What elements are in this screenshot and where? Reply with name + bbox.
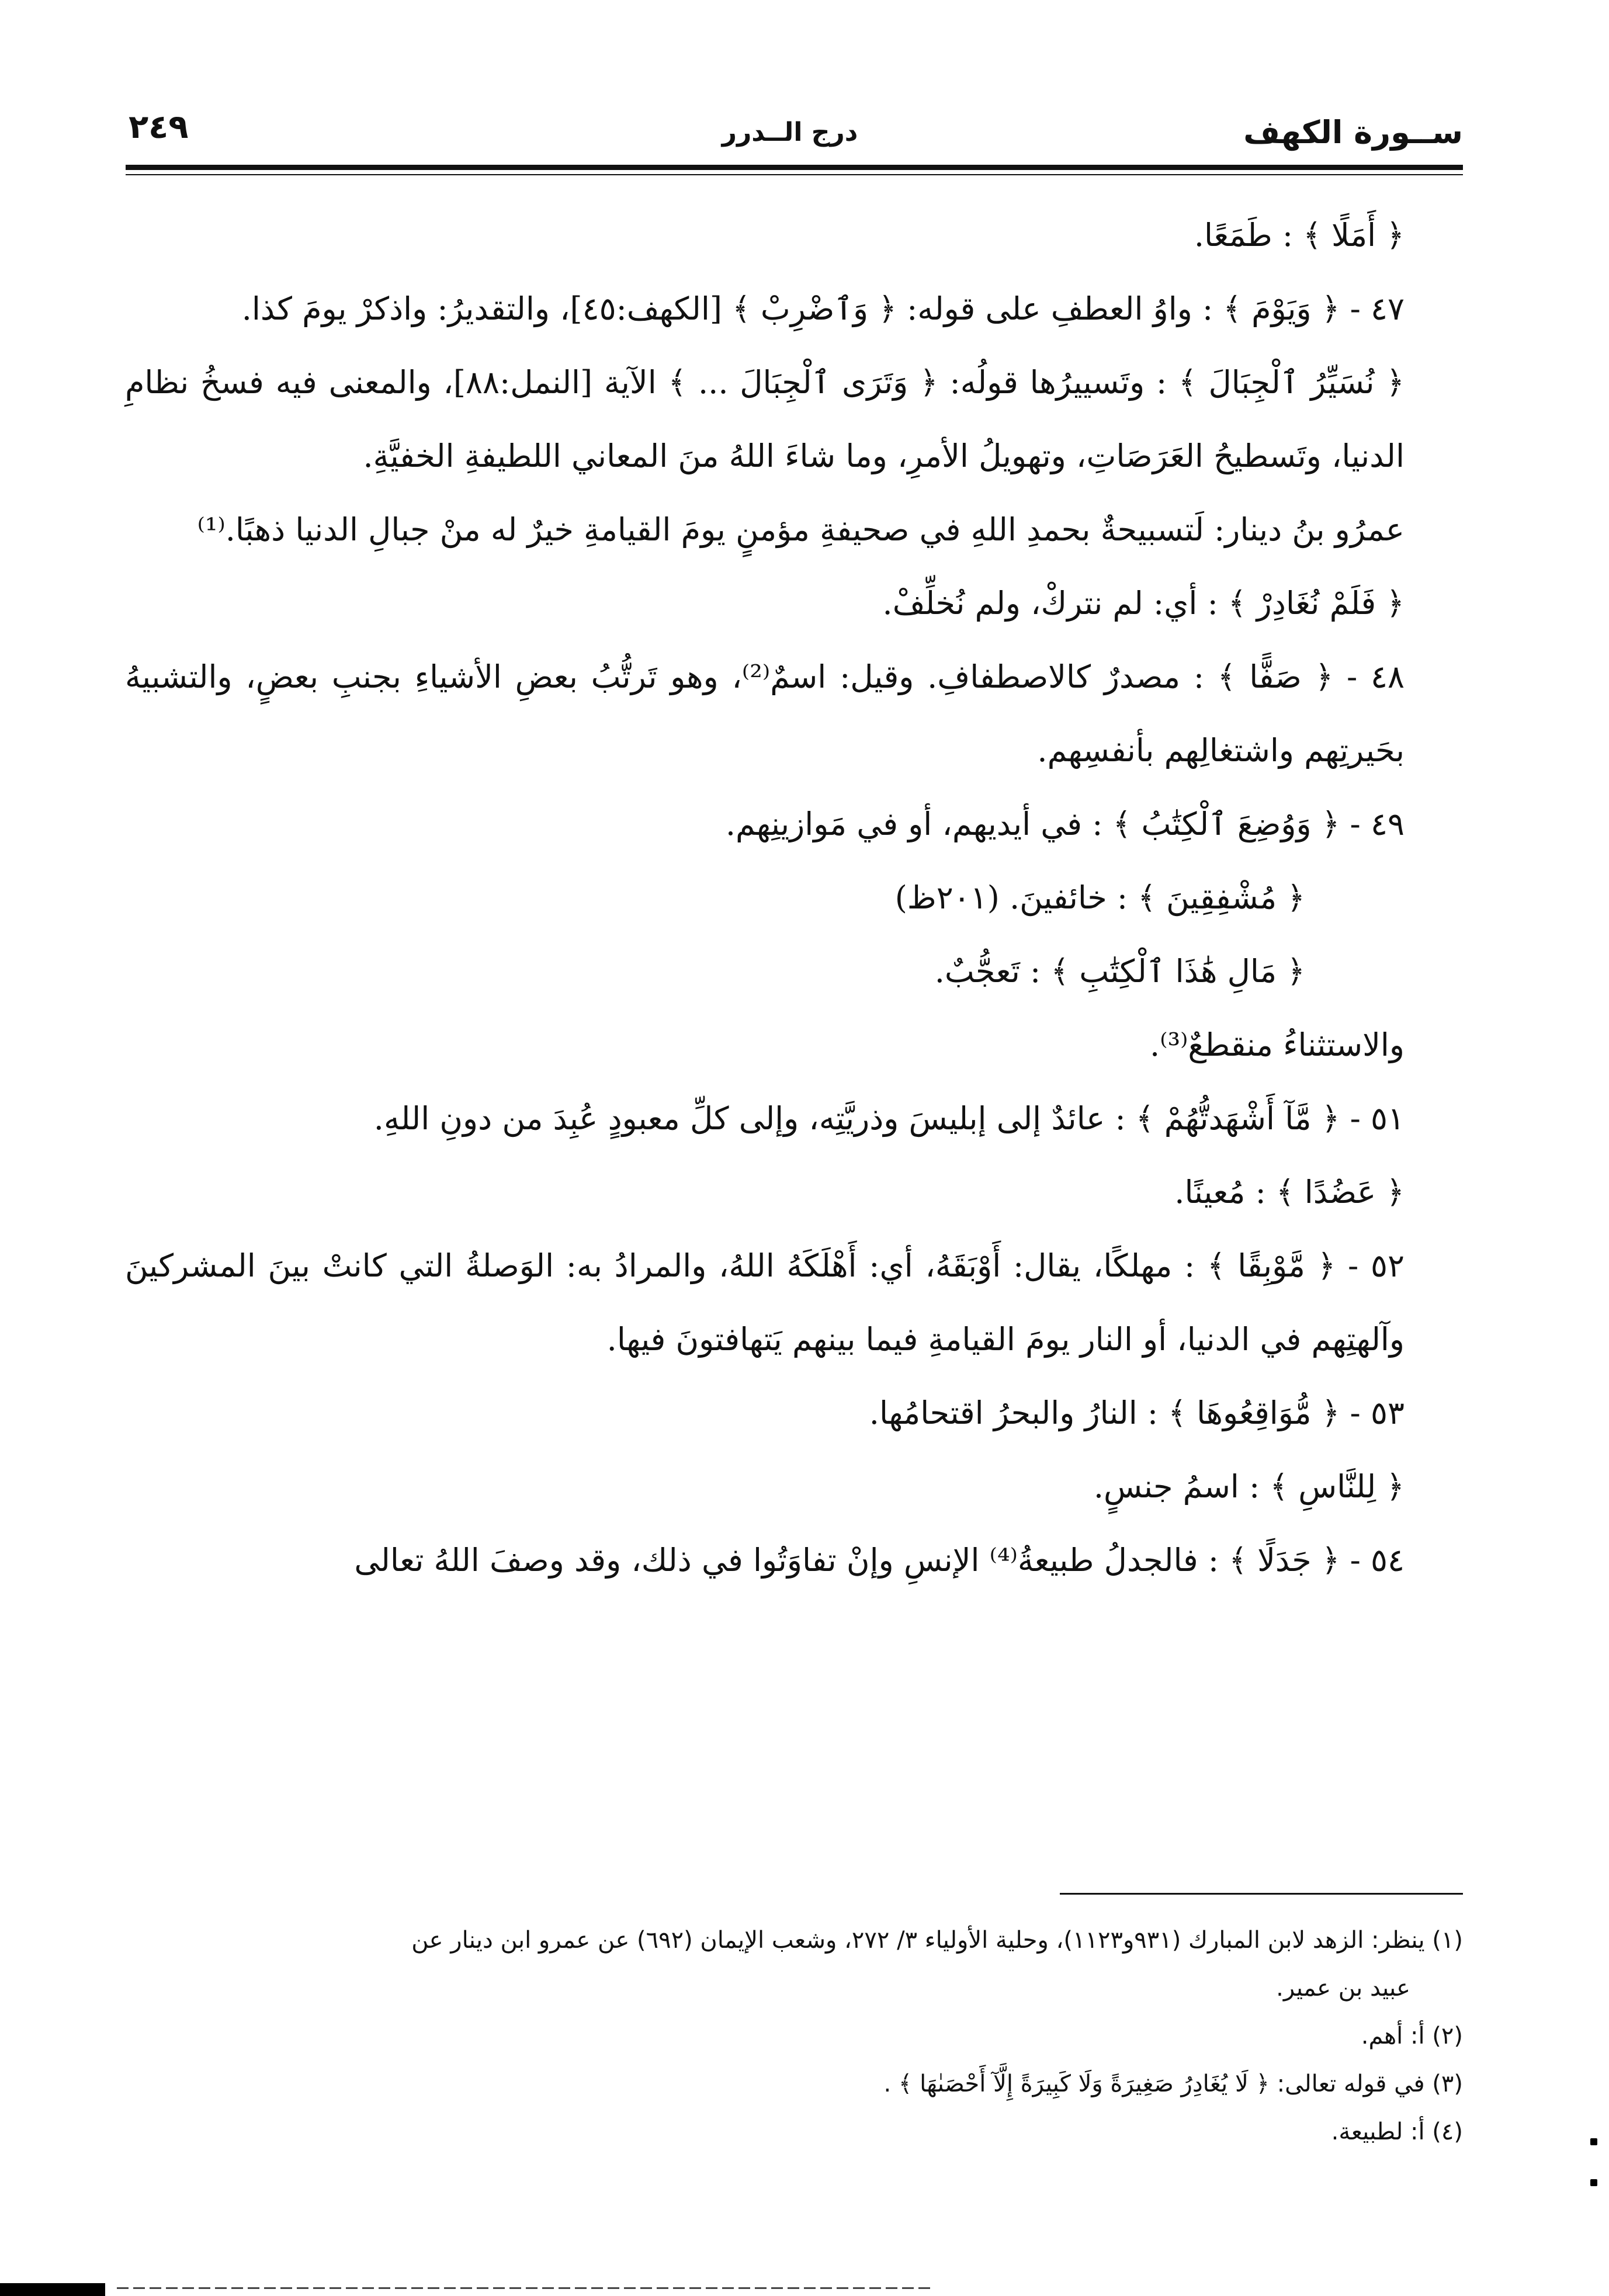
header-rule-thick [126,165,1463,170]
book-title: درج الــدرر [722,117,858,147]
footnote: (٢) أ: أهم. [1361,2023,1463,2049]
paragraph: ٥١ - ﴿ مَّآ أَشْهَدتُّهُمْ ﴾ : عائدٌ إلى إبليسَ وذريَّتِه، وإلى كلِّ معبودٍ عُبِدَ من دونِ اللهِ. [373,1100,1405,1137]
scan-artifact-dot [1590,2179,1597,2186]
scan-artifact-dot [1590,2138,1597,2145]
paragraph: ٤٧ - ﴿ وَيَوْمَ ﴾ : واوُ العطفِ على قوله: ﴿ وَٱضْرِبْ ﴾ [الكهف:٤٥]، والتقديرُ: واذكرْ يومَ كذا. [241,290,1405,327]
footnote: (٣) في قوله تعالى: ﴿ لَا يُغَادِرُ صَغِيرَةً وَلَا كَبِيرَةً إِلَّآ أَحْصَىٰهَا ﴾ . [883,2070,1463,2097]
scan-artifact-bar [0,2283,105,2296]
page-header [117,108,1463,155]
paragraph: ٥٢ - ﴿ مَّوْبِقًا ﴾ : مهلكًا، يقال: أَوْبَقَهُ، أي: أَهْلَكَهُ اللهُ، والمرادُ به: الوَصلةُ التي كانتْ بينَ المشركينَ وآلهتِهم في الدنيا، أو النار يومَ القيامةِ فيما بينهم يَتهافتونَ فيها. [125,1247,1405,1358]
page-number: ٢٤٩ [129,108,189,146]
paragraph: ﴿ مُشْفِقِينَ ﴾ : خائفينَ. (٢٠١ظ) [894,879,1305,916]
paragraph: ٥٤ - ﴿ جَدَلًا ﴾ : فالجدلُ طبيعةُ⁽⁴⁾ الإنسِ وإنْ تفاوَتُوا في ذلك، وقد وصفَ اللهُ تعالى [354,1542,1405,1579]
paragraph: ﴿ لِلنَّاسِ ﴾ : اسمُ جنسٍ. [1093,1468,1405,1505]
header-rule-thin [126,174,1463,175]
footnotes [125,1916,1463,2156]
paragraph: ﴿ أَمَلًا ﴾ : طَمَعًا. [1194,217,1405,254]
footnote-divider [1060,1893,1463,1895]
surah-title: ســورة الكهف [1243,114,1463,151]
paragraph: عمرُو بنُ دينار: لَتسبيحةٌ بحمدِ اللهِ في صحيفةِ مؤمنٍ يومَ القيامةِ خيرٌ له منْ جبالِ الدنيا ذهبًا.⁽¹⁾ [197,511,1405,548]
footnote-continuation: عبيد بن عمير. [1276,1975,1410,2002]
paragraph: ٥٣ - ﴿ مُّوَاقِعُوهَا ﴾ : النارُ والبحرُ اقتحامُها. [869,1395,1405,1431]
paragraph: ٤٩ - ﴿ وَوُضِعَ ٱلْكِتَٰبُ ﴾ : في أيديهم، أو في مَوازينِهم. [725,806,1405,842]
footnote: (١) ينظر: الزهد لابن المبارك (٩٣١و١١٢٣)، وحلية الأولياء ٣/ ٢٧٢، وشعب الإيمان (٦٩٢) عن عمرو ابن دينار عن [411,1927,1463,1954]
paragraph: ﴿ نُسَيِّرُ ٱلْجِبَالَ ﴾ : وتَسييرُها قولُه: ﴿ وَتَرَى ٱلْجِبَالَ ... ﴾ الآية [النمل:٨٨]، والمعنى فيه فسخُ نظامِ الدنيا، وتَسطيحُ العَرَصَاتِ، وتهويلُ الأمرِ، وما شاءَ اللهُ منَ المعاني اللطيفةِ الخفيَّةِ. [125,364,1405,474]
paragraph: والاستثناءُ منقطعٌ⁽³⁾. [1150,1026,1405,1063]
scan-artifact-line [117,2287,935,2289]
paragraph: ٤٨ - ﴿ صَفًّا ﴾ : مصدرٌ كالاصطفافِ. وقيل: اسمٌ⁽²⁾، وهو تَرتُّبُ بعضِ الأشياءِ بجنبِ بعضٍ، والتشبيهُ بحَيرتِهم واشتغالِهم بأنفسِهم. [125,658,1405,769]
paragraph: ﴿ عَضُدًا ﴾ : مُعينًا. [1174,1174,1405,1211]
paragraph: ﴿ فَلَمْ نُغَادِرْ ﴾ : أي: لم نتركْ، ولم نُخلِّفْ. [882,585,1405,622]
footnote: (٤) أ: لطبيعة. [1331,2118,1463,2145]
main-text [125,199,1463,1597]
paragraph: ﴿ مَالِ هَٰذَا ٱلْكِتَٰبِ ﴾ : تَعجُّبٌ. [934,953,1305,990]
